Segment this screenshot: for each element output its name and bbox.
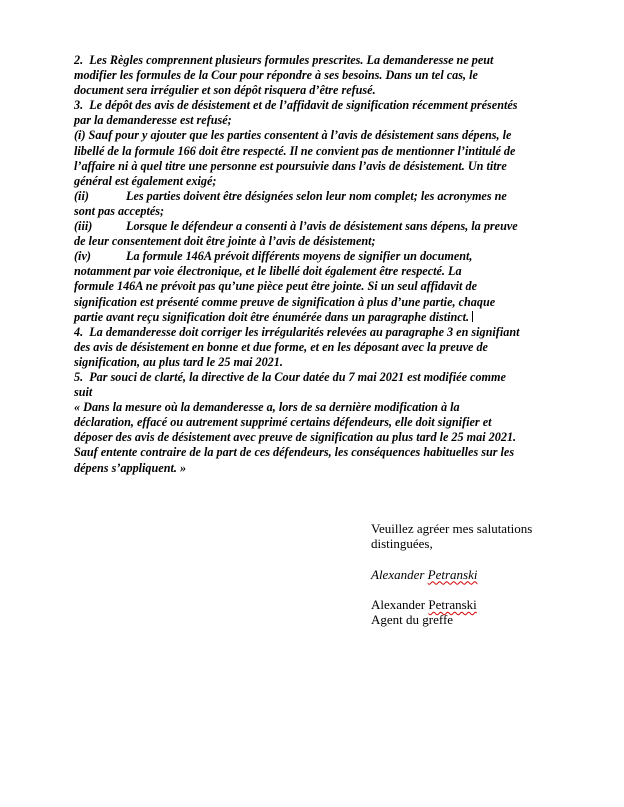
body-line-text: 4. La demanderesse doit corriger les irrégularités relevées au paragraphe 3 en signifiant [74,324,520,339]
body-line [74,159,574,174]
body-line-text: l’affaire ni à quel titre une personne est poursuivie dans l’avis de désistement. Un titre [74,158,507,173]
list-numeral: (iv) [74,249,91,264]
body-line [74,415,574,430]
body-line [74,204,574,219]
signature-last-name-spellcheck: Petranski [427,566,478,582]
body-line-text: Sauf entente contraire de la part de ces défendeurs, les conséquences habituelles sur les [74,445,515,460]
body-line [74,370,574,385]
body-line-text: sont pas acceptés; [74,203,165,218]
closing-salutation-line-1: Veuillez agréer mes salutations [371,521,533,536]
body-line [74,430,574,445]
body-line-text: modifier les formules de la Cour pour répondre à ses besoins. Dans un tel cas, le [74,68,478,83]
text-cursor [472,311,473,322]
list-numeral: (ii) [74,188,89,203]
body-line-text: document sera irrégulier et son dépôt risquera d’être refusé. [74,83,376,98]
body-line-text: 3. Le dépôt des avis de désistement et de l’affidavit de signification récemment présentés [74,98,518,113]
body-line [74,461,574,476]
body-line-text: des avis de désistement en bonne et due forme, et en les déposant avec la preuve de [74,339,488,354]
body-line [74,340,574,355]
body-line [74,445,574,460]
body-line [74,249,574,264]
body-line-text: 5. Par souci de clarté, la directive de la Cour datée du 7 mai 2021 est modifiée comme [74,369,506,384]
body-line-text: formule 146A ne prévoit pas qu’une pièce peut être jointe. Si un seul affidavit de [74,279,477,294]
body-line [74,264,574,279]
signature-first-name: Alexander [371,566,428,582]
body-line-text: déclaration, effacé ou autrement supprimé certains défendeurs, elle doit signifier et [74,415,492,430]
body-line-text: par la demanderesse est refusé; [74,113,232,128]
body-line [74,279,574,294]
blank-line [371,551,532,566]
body-line [74,189,574,204]
body-line [74,385,574,400]
body-line-text: 2. Les Règles comprennent plusieurs formules prescrites. La demanderesse ne peut [74,53,494,67]
body-line-text: déposer des avis de désistement avec preuve de signification au plus tard le 25 mai 2021. [74,430,517,445]
body-line-text: La formule 146A prévoit différents moyens de signifier un document, [126,249,473,264]
body-line-text: partie avant reçu signification doit être énumérée dans un paragraphe distinct. [74,309,470,324]
body-line-text: dépens s’appliquent. » [74,460,187,475]
signature-text [371,567,532,582]
body-line-text: signification, au plus tard le 25 mai 2021. [74,354,283,369]
typed-last-name-spellcheck: Petranski [428,596,477,612]
body-line [74,295,574,310]
body-line-text: notamment par voie électronique, et le libellé doit également être respecté. La [74,264,462,279]
body-line [74,113,574,128]
body-line-text: Lorsque le défendeur a consenti à l’avis de désistement sans dépens, la preuve [126,219,518,234]
body-line-text: signification est présenté comme preuve de signification à plus d’une partie, chaque [74,294,496,309]
body-line [74,128,574,143]
body-line [74,310,574,325]
list-numeral: (iii) [74,219,93,234]
body-line [74,83,574,98]
body-line [74,98,574,113]
body-line [74,68,574,83]
registry-officer-title: Agent du greffe [371,612,454,628]
body-line [74,234,574,249]
body-line-text: suit [74,385,93,400]
closing-block [371,521,532,627]
body-line-text: Les parties doivent être désignées selon leur nom complet; les acronymes ne [126,188,507,203]
body-line [74,400,574,415]
body-line-text: général est également exigé; [74,173,217,188]
body-line [74,53,574,68]
body-line-text: (i) Sauf pour y ajouter que les parties consentent à l’avis de désistement sans dépens, le [74,128,512,143]
body-line-text: « Dans la mesure où la demanderesse a, lors de sa dernière modification à la [74,400,460,415]
body-line [74,174,574,189]
body-line [74,355,574,370]
typed-name [371,597,532,612]
closing-salutation-line-2: distinguées, [371,536,433,552]
body-text [74,53,574,476]
body-line [74,219,574,234]
body-line-text: de leur consentement doit être jointe à l’avis de désistement; [74,234,376,249]
blank-line [371,582,532,597]
typed-first-name: Alexander [371,596,429,612]
body-line [74,325,574,340]
body-line-text: libellé de la formule 166 doit être respecté. Il ne convient pas de mentionner l’intitulé de [74,143,516,158]
body-line [74,144,574,159]
